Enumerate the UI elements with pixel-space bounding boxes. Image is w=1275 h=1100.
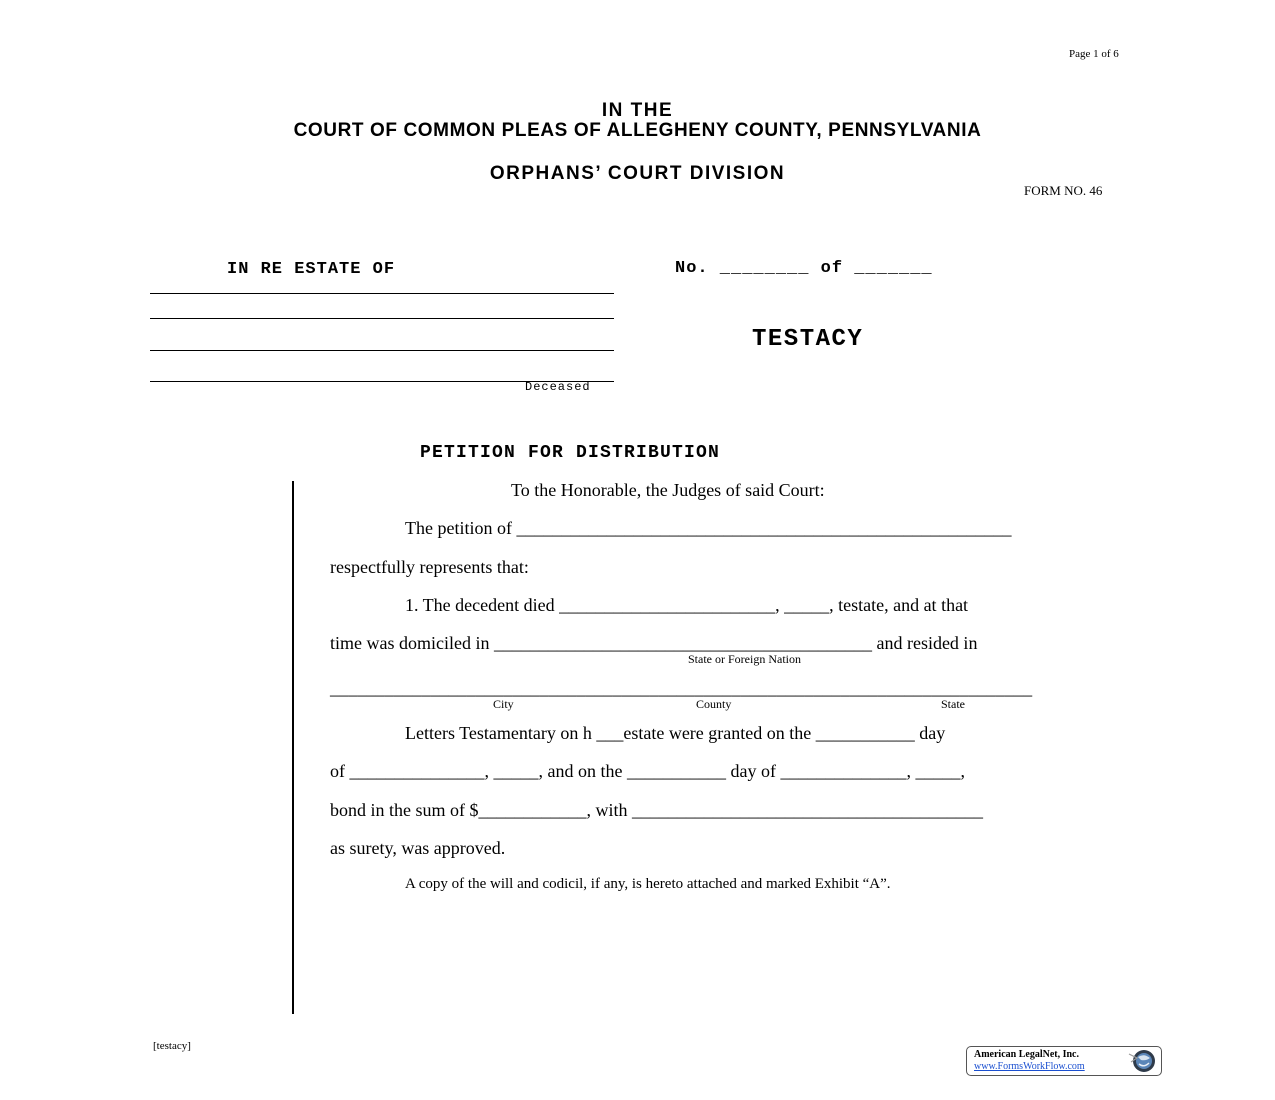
form-number: FORM NO. 46 — [1024, 183, 1103, 198]
state-label: State — [941, 697, 965, 711]
will-copy-statement: A copy of the will and codicil, if any, is hereto attached and marked Exhibit “A”. — [405, 876, 891, 892]
deceased-label: Deceased — [525, 380, 591, 394]
letters-line-3: bond in the sum of $____________, with _______________________________________ — [330, 800, 983, 820]
brand-badge[interactable] — [966, 1046, 1162, 1076]
letters-line-4: as surety, was approved. — [330, 838, 506, 858]
state-or-nation-label: State or Foreign Nation — [688, 652, 801, 666]
globe-logo-icon — [1125, 1048, 1159, 1074]
court-header-line-2: COURT OF COMMON PLEAS OF ALLEGHENY COUNTY, PENNSYLVANIA — [293, 120, 982, 141]
estate-name-line-2 — [150, 318, 614, 319]
estate-name-line-3 — [150, 350, 614, 351]
letters-line-1: Letters Testamentary on h ___estate were granted on the ___________ day — [405, 723, 946, 743]
testacy-heading: TESTACY — [752, 326, 864, 353]
estate-label: IN RE ESTATE OF — [227, 260, 396, 279]
petitioner-line: The petition of _______________________________________________________ — [405, 518, 1012, 538]
paragraph-1-line-2: time was domiciled in __________________________________________ and resided in — [330, 633, 978, 653]
brand-link[interactable]: www.FormsWorkFlow.com — [974, 1061, 1085, 1072]
margin-rule — [292, 481, 294, 1014]
brand-name: American LegalNet, Inc. — [974, 1049, 1079, 1060]
letters-line-2: of _______________, _____, and on the ___________ day of ______________, _____, — [330, 761, 965, 781]
court-division: ORPHANS’ COURT DIVISION — [489, 163, 786, 184]
residence-blank-line: _____________________________________________________________________________ — [330, 678, 1033, 698]
page-number: Page 1 of 6 — [1069, 48, 1119, 60]
represents-line: respectfully represents that: — [330, 557, 529, 577]
court-address: To the Honorable, the Judges of said Court: — [511, 480, 825, 500]
paragraph-1-line-1: 1. The decedent died ________________________, _____, testate, and at that — [405, 595, 969, 615]
petition-title: PETITION FOR DISTRIBUTION — [420, 443, 721, 463]
court-header-line-1: IN THE — [601, 100, 674, 121]
county-label: County — [696, 697, 732, 711]
estate-name-line-1 — [150, 293, 614, 294]
form-id: [testacy] — [153, 1040, 191, 1052]
city-label: City — [493, 697, 514, 711]
case-number: No. ________ of _______ — [675, 259, 933, 278]
